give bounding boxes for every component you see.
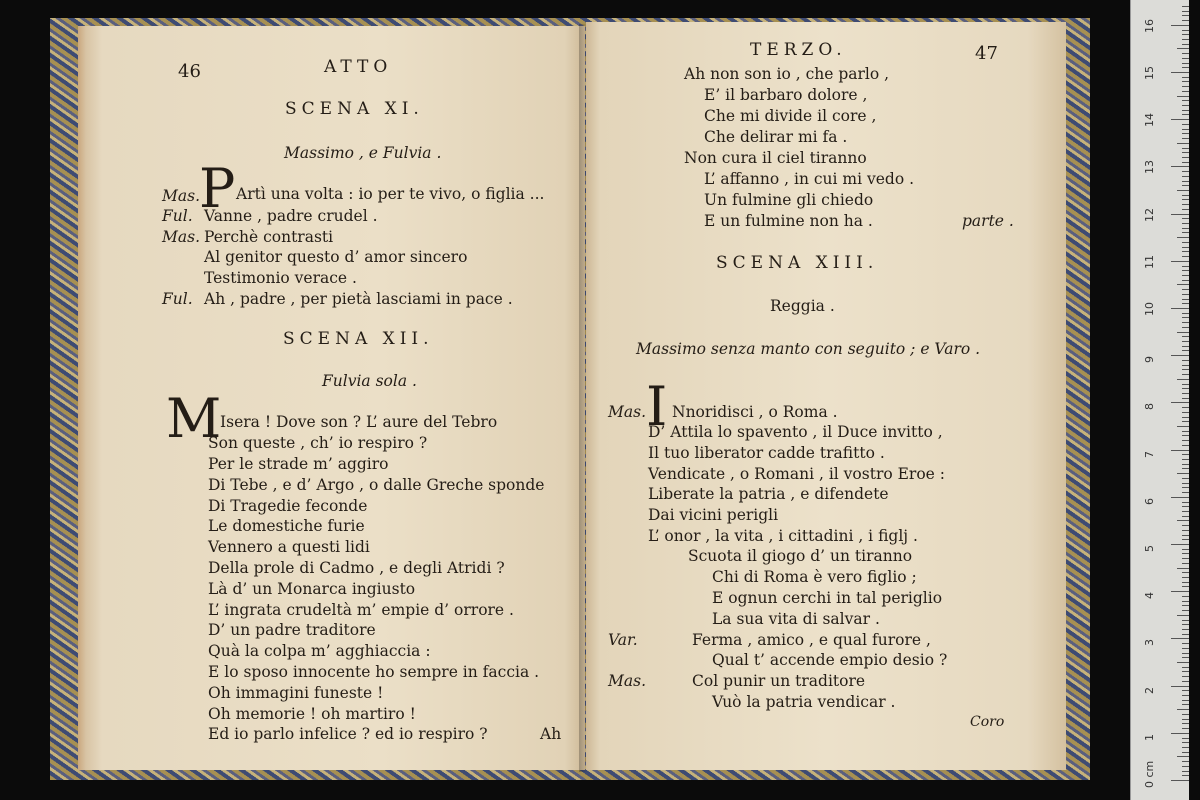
ruler-tick	[1182, 700, 1189, 701]
ruler-tick	[1182, 181, 1189, 182]
catchword: Ah	[540, 725, 562, 743]
ruler-tick	[1182, 483, 1189, 484]
verse-line: E lo sposo innocente ho sempre in faccia .	[208, 663, 540, 681]
ruler-tick	[1171, 72, 1189, 73]
drop-cap: I	[646, 375, 668, 438]
ruler-tick	[1182, 322, 1189, 323]
scene-characters: Massimo senza manto con seguito ; e Varo .	[636, 340, 981, 358]
ruler-tick	[1177, 284, 1189, 285]
ruler-tick	[1182, 435, 1189, 436]
ruler-tick	[1171, 25, 1189, 26]
ruler-tick	[1182, 39, 1189, 40]
ruler-tick	[1177, 473, 1189, 474]
ruler-tick	[1182, 294, 1189, 295]
ruler-tick	[1177, 143, 1189, 144]
ruler-tick	[1182, 549, 1189, 550]
ruler-tick	[1182, 459, 1189, 460]
ruler-tick	[1177, 96, 1189, 97]
verse-line: D’ Attila lo spavento , il Duce invitto ,	[648, 423, 943, 441]
verse-line: Vennero a questi lidi	[208, 538, 370, 556]
ruler-tick	[1182, 336, 1189, 337]
ruler-tick	[1182, 289, 1189, 290]
ruler-label: 11	[1143, 254, 1156, 269]
ruler-label: 14	[1143, 113, 1156, 128]
ruler-tick	[1182, 63, 1189, 64]
ruler-tick	[1177, 190, 1189, 191]
ruler-tick	[1182, 360, 1189, 361]
ruler-tick	[1177, 709, 1189, 710]
ruler-tick	[1171, 497, 1189, 498]
speaker: Var.	[608, 631, 638, 649]
ruler-tick	[1177, 426, 1189, 427]
ruler-tick	[1182, 124, 1189, 125]
verse-line: Là d’ un Monarca ingiusto	[208, 580, 416, 598]
ruler-tick	[1182, 563, 1189, 564]
verse-line: L’ affanno , in cui mi vedo .	[704, 170, 915, 188]
ruler-tick	[1182, 398, 1189, 399]
ruler-tick	[1182, 317, 1189, 318]
ruler-tick	[1182, 346, 1189, 347]
ruler-label: 7	[1143, 450, 1156, 458]
ruler-tick	[1182, 558, 1189, 559]
ruler-label: 16	[1143, 18, 1156, 33]
verse-line: Della prole di Cadmo , e degli Atridi ?	[208, 559, 505, 577]
drop-cap: P	[199, 157, 236, 220]
ruler-tick	[1182, 341, 1189, 342]
ruler-tick	[1182, 20, 1189, 21]
verse-line: Liberate la patria , e difendete	[648, 485, 889, 503]
ruler-tick	[1182, 157, 1189, 158]
measuring-ruler	[1130, 0, 1189, 800]
ruler-tick	[1182, 516, 1189, 517]
ruler-tick	[1177, 568, 1189, 569]
verse-line: Che mi divide il core ,	[704, 107, 877, 125]
ruler-tick	[1182, 266, 1189, 267]
ruler-tick	[1182, 15, 1189, 16]
ruler-tick	[1182, 407, 1189, 408]
ruler-tick	[1182, 148, 1189, 149]
verse-line: E un fulmine non ha .	[704, 212, 873, 230]
scene-title: SCENA XI.	[285, 99, 424, 119]
verse-line: Che delirar mi fa .	[704, 128, 848, 146]
page-number: 46	[178, 61, 201, 82]
verse-line: Son queste , ch’ io respiro ?	[208, 434, 428, 452]
ruler-tick	[1182, 303, 1189, 304]
ruler-tick	[1177, 379, 1189, 380]
ruler-tick	[1182, 577, 1189, 578]
ruler-tick	[1182, 421, 1189, 422]
verse-line: Artì una volta : io per te vivo, o figlia ...	[236, 185, 545, 203]
ruler-tick	[1182, 478, 1189, 479]
ruler-tick	[1171, 780, 1189, 781]
ruler-tick	[1182, 138, 1189, 139]
verse-line: Le domestiche furie	[208, 517, 365, 535]
ruler-tick	[1182, 242, 1189, 243]
ruler-tick	[1182, 525, 1189, 526]
scene-characters: Massimo , e Fulvia .	[284, 144, 442, 162]
verse-line: L’ ingrata crudeltà m’ empie d’ orrore .	[208, 601, 514, 619]
verse-line: L’ onor , la vita , i cittadini , i figlj .	[648, 527, 918, 545]
ruler-tick	[1182, 766, 1189, 767]
ruler-tick	[1182, 506, 1189, 507]
verse-line: Di Tebe , e d’ Argo , o dalle Greche sponde	[208, 476, 545, 494]
ruler-tick	[1182, 605, 1189, 606]
ruler-label: 3	[1143, 639, 1156, 647]
verse-line: Chi di Roma è vero figlio ;	[712, 568, 917, 586]
ruler-tick	[1182, 412, 1189, 413]
ruler-label: 6	[1143, 497, 1156, 505]
ruler-label: 15	[1143, 66, 1156, 80]
ruler-tick	[1182, 596, 1189, 597]
ruler-tick	[1182, 129, 1189, 130]
ruler-tick	[1182, 58, 1189, 59]
ruler-tick	[1182, 280, 1189, 281]
ruler-tick	[1171, 119, 1189, 120]
ruler-tick	[1182, 374, 1189, 375]
ruler-tick	[1182, 100, 1189, 101]
ruler-label: 0 cm	[1143, 760, 1156, 788]
ruler-tick	[1182, 162, 1189, 163]
verse-line: Oh memorie ! oh martiro !	[208, 705, 416, 723]
verse-line: E ognun cerchi in tal periglio	[712, 589, 943, 607]
ruler-tick	[1182, 643, 1189, 644]
ruler-tick	[1182, 511, 1189, 512]
ruler-tick	[1182, 251, 1189, 252]
ruler-label: 12	[1143, 207, 1156, 222]
ruler-tick	[1182, 445, 1189, 446]
ruler-tick	[1182, 629, 1189, 630]
ruler-label: 2	[1143, 686, 1156, 694]
verse-line: La sua vita di salvar .	[712, 610, 880, 628]
ruler-tick	[1182, 44, 1189, 45]
ruler-tick	[1182, 624, 1189, 625]
verse-line: Vuò la patria vendicar .	[712, 693, 896, 711]
ruler-tick	[1182, 440, 1189, 441]
ruler-tick	[1182, 714, 1189, 715]
ruler-tick	[1182, 105, 1189, 106]
ruler-tick	[1182, 775, 1189, 776]
ruler-tick	[1182, 247, 1189, 248]
ruler-tick	[1182, 114, 1189, 115]
ruler-tick	[1182, 738, 1189, 739]
speaker: Mas.	[162, 228, 200, 246]
verse-line: Ah non son io , che parlo ,	[684, 65, 890, 83]
ruler-tick	[1182, 719, 1189, 720]
ruler-tick	[1182, 209, 1189, 210]
ruler-tick	[1182, 313, 1189, 314]
ruler-tick	[1182, 539, 1189, 540]
ruler-tick	[1171, 308, 1189, 309]
ruler-tick	[1182, 91, 1189, 92]
ruler-tick	[1182, 742, 1189, 743]
verse-line: Quà la colpa m’ agghiaccia :	[208, 642, 431, 660]
ruler-tick	[1182, 723, 1189, 724]
ruler-tick	[1182, 487, 1189, 488]
stage-direction: parte .	[962, 212, 1014, 230]
ruler-tick	[1171, 686, 1189, 687]
ruler-tick	[1182, 299, 1189, 300]
verse-line: Dai vicini perigli	[648, 506, 779, 524]
ruler-tick	[1182, 728, 1189, 729]
ruler-tick	[1182, 535, 1189, 536]
ruler-tick	[1177, 48, 1189, 49]
running-head: ATTO	[324, 57, 393, 77]
ruler-tick	[1182, 690, 1189, 691]
verse-line: Vendicate , o Romani , il vostro Eroe :	[648, 465, 945, 483]
ruler-label: 9	[1143, 356, 1156, 364]
ruler-tick	[1177, 237, 1189, 238]
ruler-tick	[1182, 232, 1189, 233]
ruler-tick	[1171, 214, 1189, 215]
verse-line: E’ il barbaro dolore ,	[704, 86, 868, 104]
ruler-tick	[1182, 601, 1189, 602]
ruler-tick	[1182, 110, 1189, 111]
ruler-tick	[1182, 468, 1189, 469]
ruler-tick	[1177, 615, 1189, 616]
ruler-tick	[1182, 67, 1189, 68]
ruler-tick	[1182, 681, 1189, 682]
ruler-tick	[1182, 256, 1189, 257]
verse-line: Un fulmine gli chiedo	[704, 191, 874, 209]
ruler-tick	[1182, 502, 1189, 503]
ruler-tick	[1182, 648, 1189, 649]
right-page	[586, 22, 1066, 770]
ruler-tick	[1182, 195, 1189, 196]
ruler-tick	[1182, 454, 1189, 455]
ruler-tick	[1177, 520, 1189, 521]
verse-line: Non cura il ciel tiranno	[684, 149, 867, 167]
ruler-tick	[1171, 355, 1189, 356]
ruler-tick	[1182, 761, 1189, 762]
ruler-tick	[1182, 176, 1189, 177]
ruler-tick	[1182, 384, 1189, 385]
ruler-tick	[1182, 388, 1189, 389]
verse-line: Col punir un traditore	[692, 672, 866, 690]
verse-line: Isera ! Dove son ? L’ aure del Tebro	[220, 413, 498, 431]
ruler-tick	[1182, 30, 1189, 31]
verse-line: Qual t’ accende empio desio ?	[712, 651, 948, 669]
verse-line: Vanne , padre crudel .	[204, 207, 378, 225]
ruler-tick	[1171, 166, 1189, 167]
ruler-tick	[1182, 671, 1189, 672]
ruler-tick	[1182, 350, 1189, 351]
ruler-tick	[1182, 667, 1189, 668]
ruler-tick	[1182, 704, 1189, 705]
ruler-tick	[1171, 261, 1189, 262]
ruler-tick	[1182, 199, 1189, 200]
ruler-tick	[1182, 610, 1189, 611]
ruler-tick	[1182, 223, 1189, 224]
ruler-tick	[1171, 638, 1189, 639]
ruler-tick	[1182, 369, 1189, 370]
ruler-tick	[1182, 327, 1189, 328]
verse-line: Nnoridisci , o Roma .	[672, 403, 838, 421]
verse-line: D’ un padre traditore	[208, 621, 376, 639]
ruler-tick	[1182, 620, 1189, 621]
speaker: Ful.	[162, 290, 193, 308]
ruler-tick	[1171, 591, 1189, 592]
ruler-label: 8	[1143, 403, 1156, 411]
ruler-tick	[1182, 185, 1189, 186]
ruler-tick	[1182, 657, 1189, 658]
verse-line: Per le strade m’ aggiro	[208, 455, 389, 473]
scene-title: SCENA XII.	[283, 329, 434, 349]
ruler-label: 1	[1143, 733, 1156, 741]
verse-line: Il tuo liberator cadde trafitto .	[648, 444, 885, 462]
verse-line: Ah , padre , per pietà lasciami in pace .	[204, 290, 513, 308]
catchword: Coro	[970, 714, 1005, 730]
ruler-tick	[1182, 653, 1189, 654]
ruler-tick	[1182, 34, 1189, 35]
ruler-tick	[1177, 756, 1189, 757]
speaker: Mas.	[162, 187, 200, 205]
ruler-tick	[1182, 11, 1189, 12]
ruler-tick	[1182, 747, 1189, 748]
verse-line: Testimonio verace .	[204, 269, 357, 287]
ruler-tick	[1182, 582, 1189, 583]
ruler-tick	[1182, 270, 1189, 271]
ruler-tick	[1182, 275, 1189, 276]
speaker: Mas.	[608, 403, 646, 421]
ruler-tick	[1182, 752, 1189, 753]
verse-line: Di Tragedie feconde	[208, 497, 368, 515]
ruler-tick	[1182, 218, 1189, 219]
ruler-tick	[1182, 77, 1189, 78]
ruler-tick	[1182, 365, 1189, 366]
running-head: TERZO.	[750, 40, 847, 60]
ruler-tick	[1171, 450, 1189, 451]
ruler-tick	[1182, 676, 1189, 677]
ruler-tick	[1182, 553, 1189, 554]
drop-cap: M	[166, 387, 222, 450]
ruler-tick	[1182, 53, 1189, 54]
ruler-tick	[1171, 733, 1189, 734]
ruler-tick	[1182, 81, 1189, 82]
ruler-tick	[1182, 634, 1189, 635]
verse-line: Ferma , amico , e qual furore ,	[692, 631, 931, 649]
ruler-tick	[1182, 417, 1189, 418]
ruler-tick	[1182, 431, 1189, 432]
ruler-tick	[1182, 695, 1189, 696]
verse-line: Oh immagini funeste !	[208, 684, 384, 702]
verse-line: Ed io parlo infelice ? ed io respiro ?	[208, 725, 488, 743]
ruler-tick	[1177, 332, 1189, 333]
verse-line: Al genitor questo d’ amor sincero	[204, 248, 468, 266]
ruler-label: 4	[1143, 592, 1156, 600]
page-number: 47	[975, 43, 998, 64]
ruler-tick	[1182, 133, 1189, 134]
ruler-tick	[1182, 771, 1189, 772]
ruler-tick	[1182, 530, 1189, 531]
scene-title: SCENA XIII.	[716, 253, 879, 273]
left-page	[78, 26, 585, 770]
ruler-tick	[1182, 492, 1189, 493]
ruler-tick	[1182, 204, 1189, 205]
ruler-tick	[1182, 171, 1189, 172]
ruler-tick	[1182, 86, 1189, 87]
ruler-label: 13	[1143, 160, 1156, 175]
ruler-tick	[1171, 402, 1189, 403]
ruler-tick	[1171, 544, 1189, 545]
scene-setting: Reggia .	[770, 297, 835, 315]
ruler-tick	[1182, 393, 1189, 394]
verse-line: Scuota il giogo d’ un tiranno	[688, 547, 913, 565]
ruler-tick	[1177, 662, 1189, 663]
ruler-tick	[1182, 464, 1189, 465]
speaker: Mas.	[608, 672, 646, 690]
speaker: Ful.	[162, 207, 193, 225]
scene-characters: Fulvia sola .	[322, 372, 417, 390]
ruler-tick	[1182, 228, 1189, 229]
ruler-tick	[1182, 572, 1189, 573]
verse-line: Perchè contrasti	[204, 228, 334, 246]
ruler-label: 10	[1143, 302, 1156, 316]
ruler-tick	[1182, 586, 1189, 587]
ruler-tick	[1182, 6, 1189, 7]
ruler-label: 5	[1143, 545, 1156, 552]
ruler-tick	[1182, 152, 1189, 153]
